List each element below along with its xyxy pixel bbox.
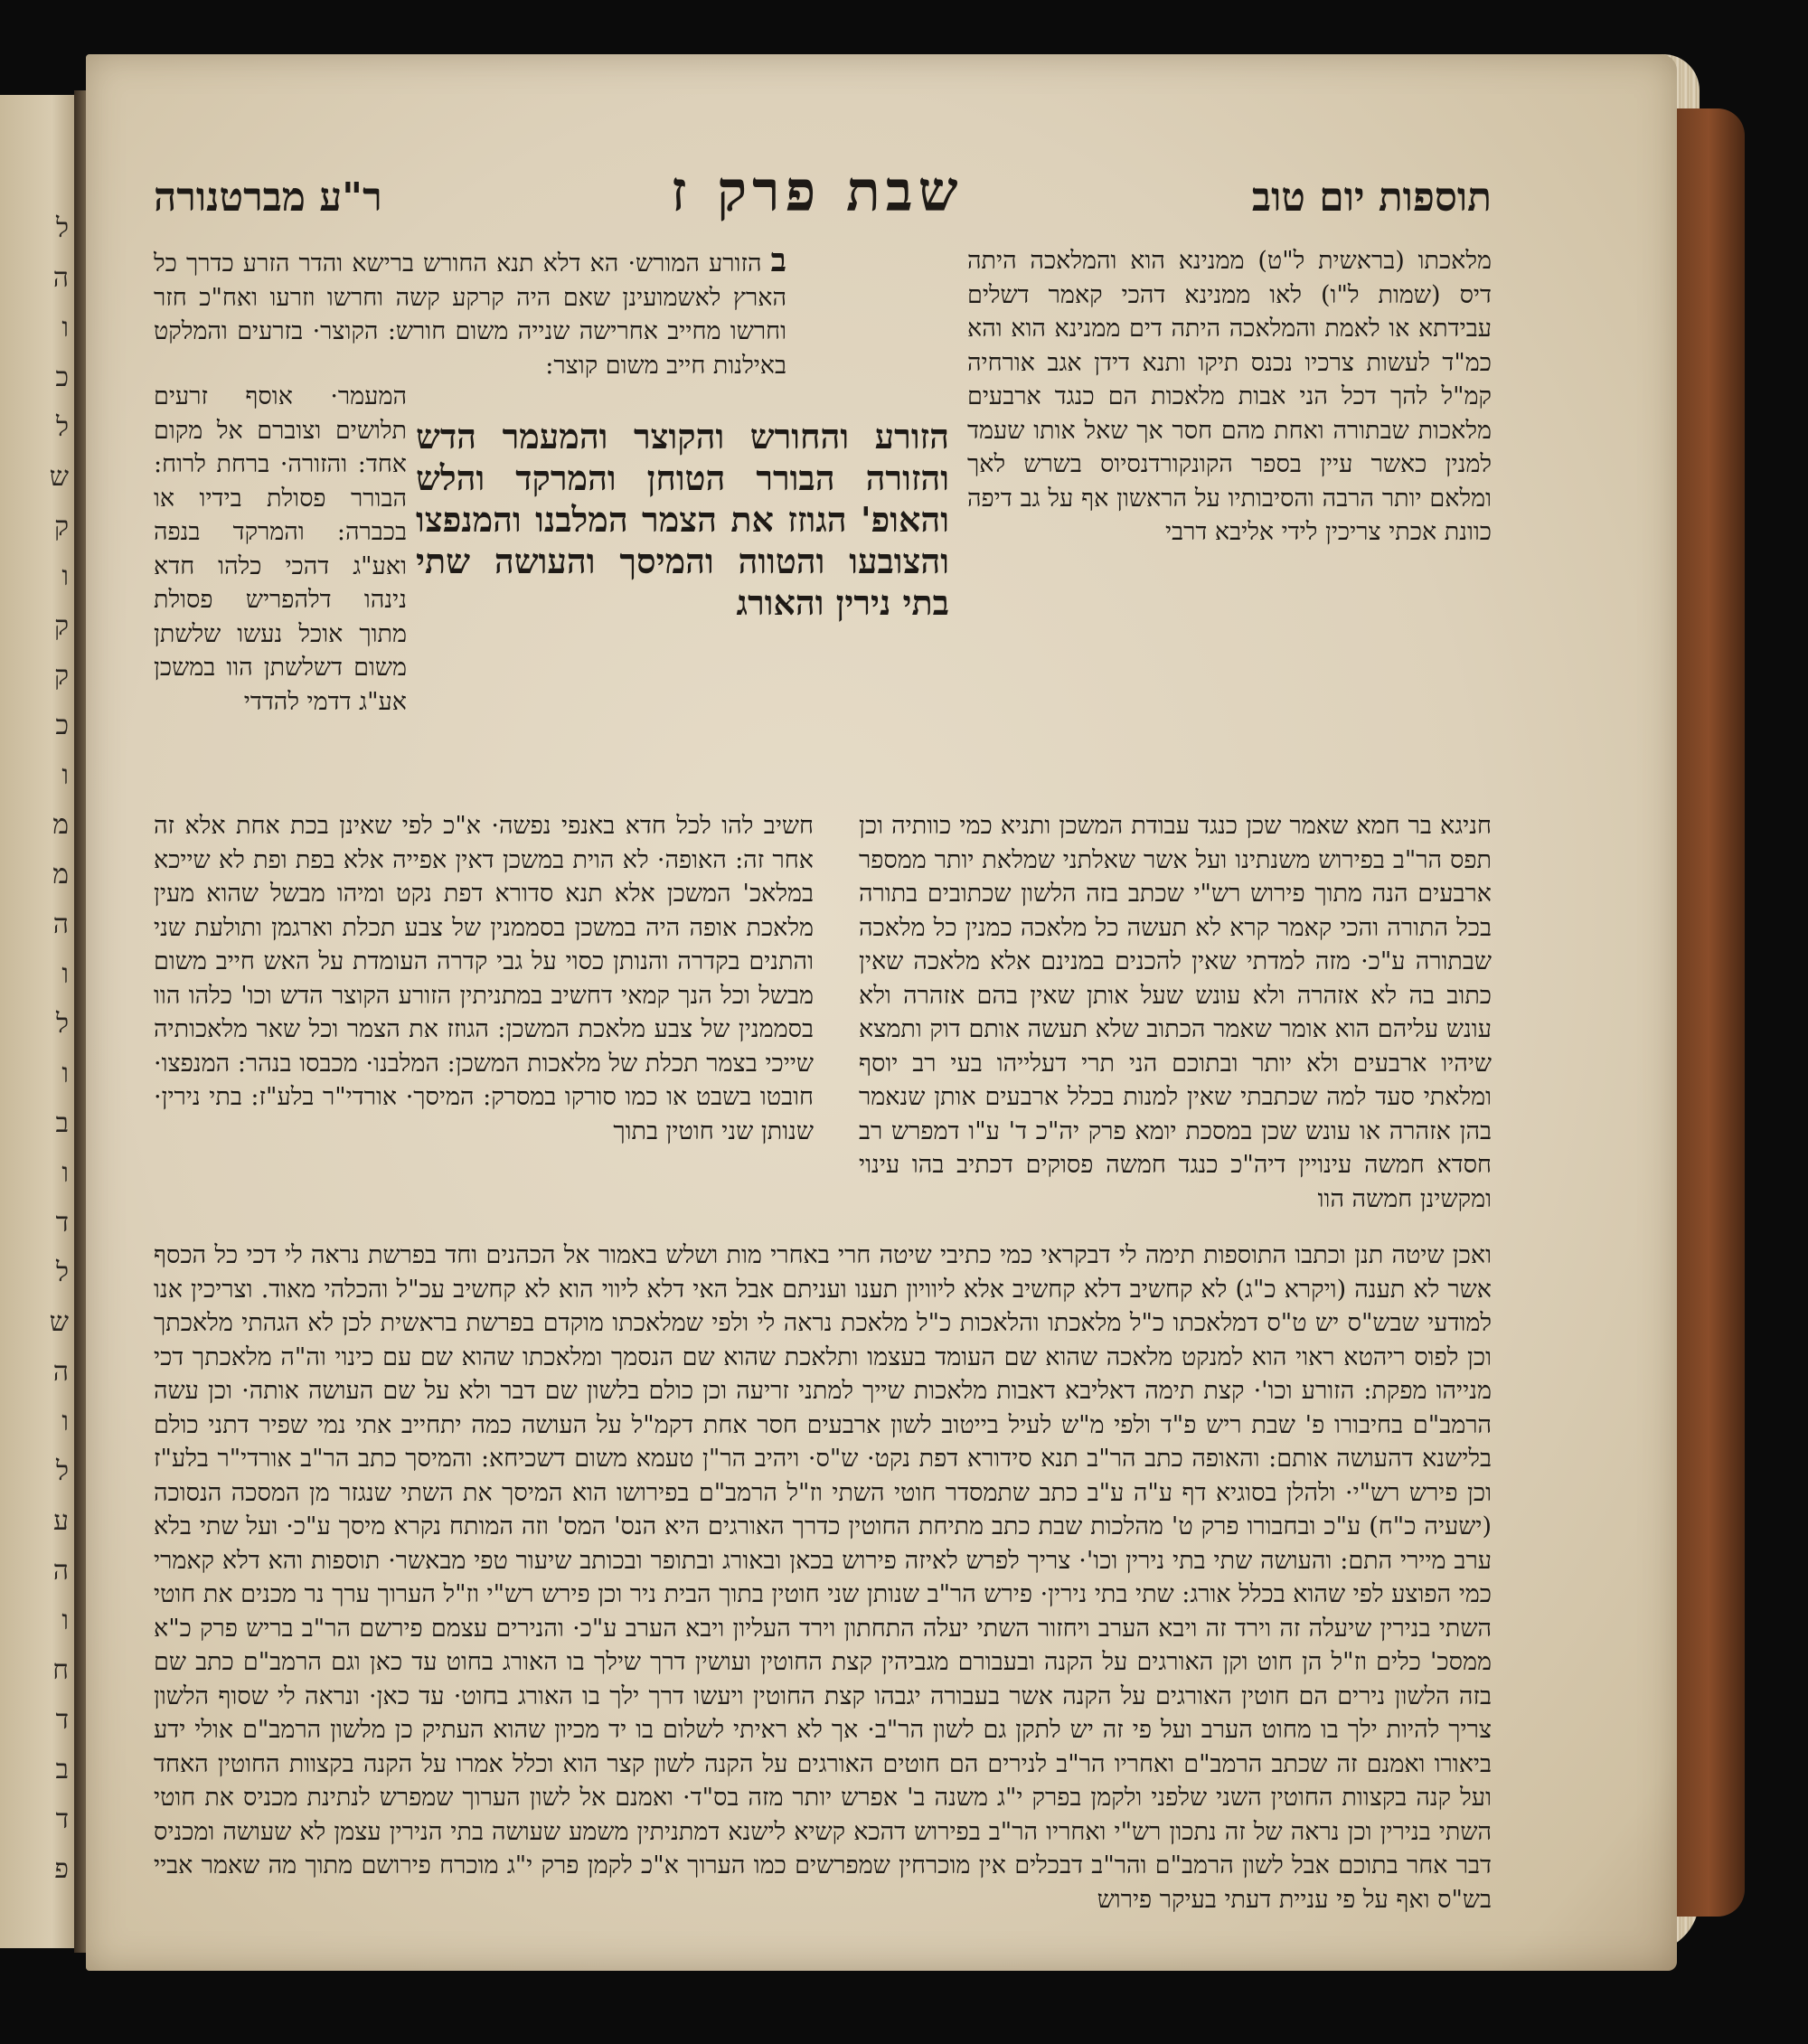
- left-page-fragment: ה: [52, 262, 69, 294]
- commentary-column-left-lower: המעמר· אוסף זרעים תלושים וצוברם אל מקום אחד: והזורה· ברחת לרוח: הבורר פסולת בידיו או בכברה: והמרקד בנפה ואע"ג דהכי כלהו חדא נינהו דלהפריש פסולת מתוך אוכל נעשו שלשתן משום דשלשתן הוו במשכן אע"ג דדמי להדדי: [154, 382, 407, 716]
- left-page-fragment: ב: [55, 1107, 69, 1139]
- commentary-column-right-middle: חניגא בר חמא שאמר שכן כנגד עבודת המשכן ותניא כמי כוותיה וכן תפס הר"ב בפירוש משנתינו ועל אשר שאלתני שמלאת יותר ממספר ארבעים הנה מתוך פירוש רש"י שכתב בזה הלשון שכתובים בתורה בכל התורה והכי קאמר קרא לא תעשה כל מלאכה כמנין כל מלאכה שבתורה ע"כ· מזה למדתי שאין להכנים במנינם אלא מלאכה שאין כתוב בה לא אזהרה ולא עונש שעל אותן שאין בהם אזהרה ולא עונש עליהם הוא אומר שאמר הכתוב שלא תעשה אותם דוק ותמצא שיהיו ארבעים ולא יותר ובתוכם הני תרי דעלייהו בעי רב יוסף ומלאתי סעד למה שכתבתי שאין למנות בכלל ארבעים אותן שנאמר בהן אזהרה או עונש שכן במסכת יומא פרק יה"כ ד' ע"ו דמפרש רב חסדא חמשה עינויין דיה"כ כנגד חמשה פסוקים דכתיב בהו עינוי ומקשינן חמשה הוו: [859, 812, 1492, 1213]
- book-spine: [1672, 108, 1745, 1917]
- left-page-fragment: ו: [61, 1157, 69, 1189]
- adjacent-left-page: [0, 95, 74, 1948]
- left-page-fragment: ו: [61, 1058, 69, 1089]
- left-page-fragment: כ: [55, 710, 69, 741]
- left-page-fragment: מ: [52, 859, 69, 890]
- left-page-fragment: ק: [53, 610, 69, 642]
- left-page-fragment: ו: [61, 759, 69, 791]
- commentary-column-left-middle: חשיב להו לכל חדא באנפי נפשה· א"כ לפי שאינן בכת אחת אלא זה אחר זה: האופה· לא הוית במשכן דאין אפייה אלא בפת ופת לא שייכא במלאכ' המשכן אלא תנא סדורא דפת נקט ומיהו מבשל שהוא מעין מלאכת אופה היה במשכן בסממנין של צבע תכלת וארגמן ותולעת שני והתנים בקדרה והנותן כסוי על גבי קדרה העומדת על האש חייב משום מבשל וכל הנך קמאי דחשיב במתניתין הזורע הקוצר הדש וכו' כלהו הוו בסממנין של צבע מלאכת המשכן: הגוזז את הצמר וכל שאר מלאכותיה שייכי בצמר תכלת של מלאכות המשכן: המלבנו· מכבסו בנהר: המנפצו· חובטו בשבט או כמו סורקו במסרק: המיסך· אורדי"ר בלע"ז: בתי נירין· שנותן שני חוטין בתוך: [154, 812, 814, 1145]
- left-page-fragment: ה: [52, 1555, 69, 1587]
- left-page-fragment: ח: [52, 1654, 69, 1686]
- left-page-fragment: ד: [55, 1207, 69, 1239]
- left-page-fragment: ק: [53, 660, 69, 692]
- running-header: [154, 158, 1492, 240]
- left-page-fragment: ו: [61, 1605, 69, 1636]
- left-page-fragment: ב: [55, 1754, 69, 1785]
- left-page-fragment: ד: [55, 1804, 69, 1835]
- section-letter: ב: [770, 244, 786, 279]
- page-content: [154, 158, 1492, 1912]
- commentary-full-width: ואכן שיטה תנן וכתבו התוספות תימה לי דבקראי כמי כתיבי שיטה חרי באחרי מות ושלש באמור אל הכהנים וחד בפרשת נראה לי דכי כל הכסף אשר לא תענה (ויקרא כ"ג) לא קחשיב דלא קחשיב אלא ליוויון תענו ועניתם אבל האי דלא ליווי הוא לא קחשיב עכ"ל והכלהי מאוד. וצריכין אנו למודעי שבש"ס יש ט"ס דמלאכתו כ"ל מלאכתו והלאכות כ"ל מלאכת נראה לי ולפי שמלאכתו מוקדם בפרשת בראשית לכן לא הגהתי מלאכתך וכן לפוס ריהטא ראוי הוא למנקט מלאכה שהוא שם העומד בעצמו ותלאכת שהוא שם הנסמך ומלאכתו שהוא שם עם כינוי וה"ה מלאכתך דכי מנייהו מפקת: הזורע וכו'· קצת תימה דאליבא דאבות מלאכות שייך למתני זריעה וכן כולם בלשון שם דבר ולא על שם העושה אותה· וכן עשה הרמב"ם בחיבורו פ' שבת ריש פ"ד ולפי מ"ש לעיל בייטוב לשון ארבעים חסר אחת דקמ"ל על העושה כמה יתחייב אתי נמי שפיר דתני כולם בלישנא דהעושה אותם: והאופה כתב הר"ב תנא סידורא דפת נקט· ש"ס· ויהיב הר"ן טעמא משום דשכיחא: והמיסך כתב הר"ב אורדי"ר בלע"ז וכן פירש רש"י· ולהלן בסוגיא דף ע"ה ע"ב כתב שתמסדר חוטי השתי וז"ל הרמב"ם בפירושו הוא המיסך את השתי שנגזר מן המסכה הנסוכה (ישעיה כ"ח) ע"כ ובחבורו פרק ט' מהלכות שבת כתב מתיחת החוטין כדרך האורגים היא הנס' המס' וזה המותח נקרא מיסך ע"כ· ועל שתי בלא ערב מיירי התם: והעושה שתי בתי נירין וכו'· צריך לפרש לאיזה פירוש בכאן ובאורג ובתופר ובכותב שיעור טפי מבאשר· תוספות והא דלא קאמרי כמי הפוצע לפי שהוא בכלל אורג: שתי בתי נירין· פירש הר"ב שנותן שני חוטין בתוך הבית ניר וכן פירש רש"י וז"ל הערוך ערך נר מכנים את חוטי השתי בנירין שיעלה זה וירד זה ויבא הערב ויחזור השתי יעלה התחתון וירד העליון ויבא הערב ע"כ· והנירים עצמם פירשם הר"ב בריש פרק כ"א ממסכ' כלים וז"ל הן חוט וקן האורגים על הקנה ובעבורם מגביהין קצת החוטין ועושין דרך שילך בו האורג בחוט עד כאן וגם הרמב"ם כתב שם בזה הלשון נירים הם חוטין האורגים על הקנה אשר בעבורה יגבהו קצת החוטין ויעשו דרך ילך בו האורג בחוט· עד כאן· ונראה לי שסוף הלשון צריך להיות ילך בו מחוט הערב ועל פי זה יש לתקן גם לשון הר"ב· אך לא ראיתי לשלום בו יד מכיון שהוא העתיק כן מלשון הרמב"ם אולי ידע ביאורו ואמנם זה שכתב הרמב"ם ואחריו הר"ב לנירים הם חוטים האורגים על הקנה לשון קצר הוא וכלל אמרו על הקנה בקצוות החוטין האחד ועל קנה בקצוות החוטין השני שלפני ולקמן בפרק י"ג משנה ב' אפרש יותר מזה בס"ד· ואמנם אל לשון הערוך שמפרש לנתינת מכניס את חוטי השתי בנירין וכן נראה של זה נתכון רש"י ואחריו הר"ב בפירוש דהכא קשיא לישנא דמתניתין משמע שעושה בתי הנירין עצמן לא שעושה ומכניס דבר אחר בתוכם אבל לשון הרמב"ם והר"ב דבכלים אין מוכרחין שמפרשים כמו הערוך א"כ לקמן פרק י"ג מוכרח פירושם מתוך מה שאמר אביי בש"ס ואף על פי עניית דעתי בעיקר פירוש: [154, 1241, 1492, 1912]
- left-page-fragment: ו: [61, 958, 69, 990]
- commentary-column-right-top: מלאכתו (בראשית ל"ט) ממנינא הוא והמלאכה היתה דיס (שמות ל"ו) לאו ממנינא דהכי קאמר דשלים עבידתא או לאמת והמלאכה היתה דים ממנינא הוא והא כמ"ד לעשות צרכיו נכנס תיקו ותנא דידן אגב אורחיה קמ"ל להך דכל הני אבות מלאכות הם כנגד ארבעים מלאכות שבתורה ואחת מהם חסר אך שאל אותו שעמד למנין כאשר עיין בספר הקונקורדנסיוס בשרש לאך ומלאם יותר הרבה והסיבותיו על הראשון אף על גב דיפה כוונת אכתי צריכין לידי אליבא דרבי: [967, 247, 1492, 546]
- left-page-fragment: ו: [61, 1406, 69, 1437]
- left-page-fragment: ל: [55, 1008, 69, 1040]
- left-page-fragment: מ: [52, 809, 69, 841]
- left-page-fragment: ה: [52, 909, 69, 940]
- left-page-fragment: כ: [55, 362, 69, 393]
- left-page-fragment: ה: [52, 1356, 69, 1388]
- header-commentary-title: תוספות יום טוב: [1251, 174, 1492, 221]
- left-page-fragment: ש: [49, 1306, 69, 1338]
- left-page-fragment: ש: [49, 461, 69, 493]
- left-page-fragment: פ: [54, 1853, 69, 1885]
- left-page-fragment: ק: [53, 511, 69, 542]
- left-page-fragment: ו: [61, 312, 69, 344]
- left-page-fragment: ו: [61, 560, 69, 592]
- left-page-fragment: ל: [55, 411, 69, 443]
- left-page-fragment: ע: [53, 1505, 69, 1537]
- left-page-fragment: ל: [55, 1455, 69, 1487]
- commentary-column-left-top: [154, 244, 786, 380]
- commentary-left-top-text: הזורע המורש· הא דלא תנא החורש ברישא והדר הזרע כדרך כל הארץ לאשמועינן שאם היה קרקע קשה וחרשו וזרעו ואח"כ חזר וחרשו מחייב אחרישה שנייה משום חורש: הקוצר· בזרעים והמלקט באילנות חייב משום קוצר:: [154, 250, 786, 380]
- left-page-fragment: ד: [55, 1704, 69, 1736]
- left-page-fragment: ל: [55, 1257, 69, 1288]
- left-page-fragment: ל: [55, 212, 69, 244]
- header-commentator-name: ר"ע מברטנורה: [154, 174, 382, 221]
- mishnah-text: הזורע והחורש והקוצר והמעמר הדש והזורה הבורר הטוחן והמרקד והלש והאופ' הגוזז את הצמר המלבנו והמנפצו והצובעו והטווה והמיסך והעושה שתי בתי נירין והאורג: [416, 416, 949, 623]
- header-tractate-chapter: שבת פרק ז: [671, 158, 964, 224]
